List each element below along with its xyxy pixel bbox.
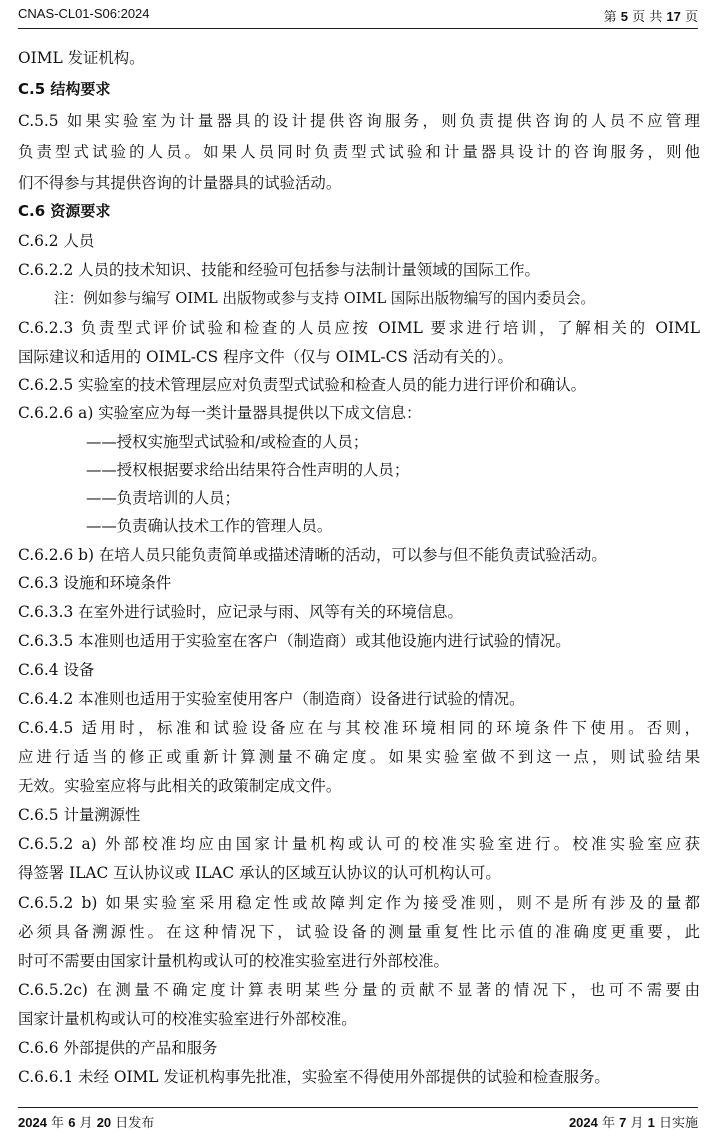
text-line: 必须具备溯源性。在这种情况下，试验设备的测量重复性比示值的准确度更重要，此 bbox=[18, 923, 700, 941]
subsection-heading: C.6.4 设备 bbox=[18, 661, 95, 679]
text-line: 国家计量机构或认可的校准实验室进行外部校准。 bbox=[18, 1010, 357, 1028]
text-line: 国际建议和适用的 OIML-CS 程序文件（仅与 OIML-CS 活动有关的）。 bbox=[18, 348, 513, 366]
page-footer bbox=[18, 1107, 698, 1132]
subsection-heading: C.6.2 人员 bbox=[18, 232, 95, 250]
subsection-heading: C.6.3 设施和环境条件 bbox=[18, 574, 172, 592]
text-line: 得签署 ILAC 互认协议或 ILAC 承认的区域互认协议的认可机构认可。 bbox=[18, 864, 501, 882]
text-line: C.6.3.5 本准则也适用于实验室在客户（制造商）或其他设施内进行试验的情况。 bbox=[18, 632, 571, 650]
implementation-date: 2024 年 7 月 1 日实施 bbox=[568, 1115, 698, 1131]
page-number: 第 5 页 共 17 页 bbox=[603, 9, 698, 25]
text-line: OIML 发证机构。 bbox=[18, 49, 145, 67]
list-item: ——负责确认技术工作的管理人员。 bbox=[86, 517, 333, 535]
subsection-heading: C.6.6 外部提供的产品和服务 bbox=[18, 1039, 218, 1057]
text-line: 时可不需要由国家计量机构或认可的校准实验室进行外部校准。 bbox=[18, 952, 449, 970]
text-line: C.6.4.2 本准则也适用于实验室使用客户（制造商）设备进行试验的情况。 bbox=[18, 690, 525, 708]
text-line: C.6.5.2 b) 如果实验室采用稳定性或故障判定作为接受准则，则不是所有涉及的量都 bbox=[18, 894, 700, 912]
text-line: 应进行适当的修正或重新计算测量不确定度。如果实验室做不到这一点，则试验结果 bbox=[18, 748, 700, 766]
text-line: C.6.2.6 a) 实验室应为每一类计量器具提供以下成文信息： bbox=[18, 404, 422, 422]
section-heading: C.6 资源要求 bbox=[18, 202, 111, 220]
list-item: ——负责培训的人员； bbox=[86, 489, 240, 507]
text-line: C.6.2.6 b) 在培人员只能负责简单或描述清晰的活动，可以参与但不能负责试验活动。 bbox=[18, 546, 607, 564]
text-line: 无效。实验室应将与此相关的政策制定成文件。 bbox=[18, 777, 342, 795]
section-heading: C.5 结构要求 bbox=[18, 80, 111, 98]
text-line: C.6.2.3 负责型式评价试验和检查的人员应按 OIML 要求进行培训，了解相关的 OIML bbox=[18, 319, 700, 337]
note-line: 注：例如参与编写 OIML 出版物或参与支持 OIML 国际出版物编写的国内委员会。 bbox=[54, 290, 596, 307]
text-line: C.6.3.3 在室外进行试验时，应记录与雨、风等有关的环境信息。 bbox=[18, 603, 463, 621]
text-line: C.6.6.1 未经 OIML 发证机构事先批准，实验室不得使用外部提供的试验和检查服务。 bbox=[18, 1068, 610, 1086]
text-line: C.5.5 如果实验室为计量器具的设计提供咨询服务，则负责提供咨询的人员不应管理 bbox=[18, 112, 700, 130]
document-id: CNAS-CL01-S06:2024 bbox=[18, 6, 150, 21]
text-line: C.6.2.5 实验室的技术管理层应对负责型式试验和检查人员的能力进行评价和确认。 bbox=[18, 376, 587, 394]
text-line: C.6.4.5 适用时，标准和试验设备应在与其校准环境相同的环境条件下使用。否则， bbox=[18, 719, 700, 737]
text-line: C.6.2.2 人员的技术知识、技能和经验可包括参与法制计量领域的国际工作。 bbox=[18, 261, 540, 279]
text-line: C.6.5.2c) 在测量不确定度计算表明某些分量的贡献不显著的情况下，也可不需要由 bbox=[18, 981, 700, 999]
list-item: ——授权实施型式试验和/或检查的人员； bbox=[86, 433, 369, 451]
list-item: ——授权根据要求给出结果符合性声明的人员； bbox=[86, 461, 410, 479]
text-line: 负责型式试验的人员。如果人员同时负责型式试验和计量器具设计的咨询服务，则他 bbox=[18, 143, 700, 161]
issue-date: 2024 年 6 月 20 日发布 bbox=[18, 1115, 155, 1131]
page-header bbox=[18, 0, 698, 29]
text-line: 们不得参与其提供咨询的计量器具的试验活动。 bbox=[18, 174, 342, 192]
text-line: C.6.5.2 a) 外部校准均应由国家计量机构或认可的校准实验室进行。校准实验室应获 bbox=[18, 835, 700, 853]
subsection-heading: C.6.5 计量溯源性 bbox=[18, 806, 141, 824]
